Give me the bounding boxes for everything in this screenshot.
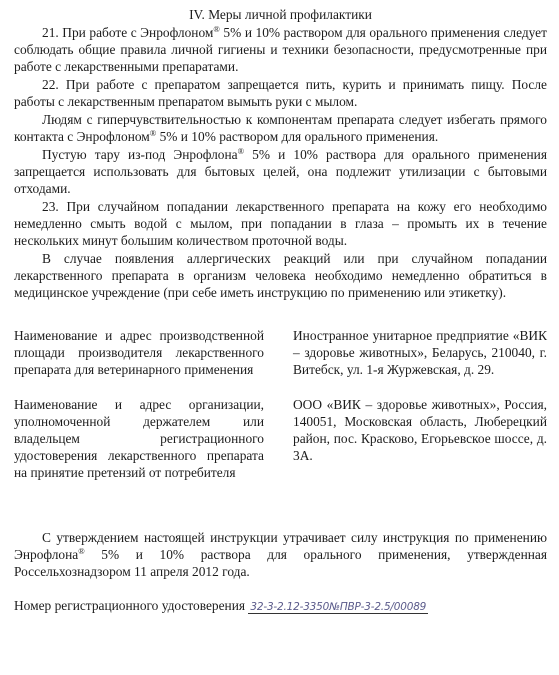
paragraph-22: 22. При работе с препаратом запрещается пить, курить и принимать пищу. После работы с лекарственным препаратом вымыть руки с мылом.: [14, 77, 547, 109]
paragraph-21: [14, 24, 547, 75]
closing-text-start: С утверждением настоящей инструкции утрачивает силу инструкция по применению Энрофлона: [14, 530, 547, 562]
registration-line: [14, 597, 547, 616]
holder-address: ООО «ВИК – здоровье животных», Россия, 140051, Московская область, Люберецкий район, пос. Красково, Егорьевское шоссе, д. 3А.: [293, 397, 547, 463]
trademark-sign: ®: [149, 128, 157, 138]
section-title: IV. Меры личной профилактики: [189, 7, 372, 22]
trademark-sign: ®: [213, 24, 220, 34]
claims-holder-block: [14, 396, 547, 481]
tare-text-start: Пустую тару из-под Энрофлона: [42, 147, 238, 162]
paragraph-empty-tare: [14, 146, 547, 197]
paragraph-hypersensitivity: [14, 111, 547, 145]
hyper-text-start: Людям с гиперчувствительностью к компонентам препарата следует избегать прямого контакта с Энрофлоном: [14, 112, 547, 144]
trademark-sign: ®: [78, 546, 85, 556]
p21-text-end: 5% и 10% раствором для орального применения следует соблюдать общие правила личной гигиены и техники безопасности, предусмотренные при работе с лекарственными препаратами.: [14, 25, 547, 74]
producer-block: [14, 327, 547, 378]
holder-label: Наименование и адрес организации, уполномоченной держателем или владельцем регистрационного удостоверения лекарственного препарата на принятие претензий от потребителя: [14, 397, 264, 480]
paragraph-23: 23. При случайном попадании лекарственного препарата на кожу его необходимо немедленно смыть водой с мылом, при попадании в глаза – промыть их в течение нескольких минут большим количеством проточной воды.: [14, 199, 547, 248]
paragraph-allergy: В случае появления аллергических реакций или при случайном попадании лекарственного препарата в организм человека необходимо немедленно обратиться в медицинское учреждение (при себе иметь инструкцию по применению или этикетку).: [14, 251, 547, 300]
producer-address: Иностранное унитарное предприятие «ВИК – здоровье животных», Беларусь, 210040, г. Витебск, ул. 1-я Журжевская, д. 29.: [293, 328, 547, 377]
trademark-sign: ®: [237, 146, 245, 156]
registration-label: Номер регистрационного удостоверения: [14, 598, 246, 613]
p21-text-start: 21. При работе с Энрофлоном: [42, 25, 214, 40]
closing-text-end: 5% и 10% раствора для орального применения, утвержденная Россельхознадзором 11 апреля 2012 года.: [14, 547, 547, 579]
paragraph-closing: [14, 529, 547, 580]
tare-text-end: 5% и 10% раствора для орального применения запрещается использовать для бытовых целей, она подлежит утилизации с бытовыми отходами.: [14, 147, 547, 196]
producer-label: Наименование и адрес производственной площади производителя лекарственного препарата для ветеринарного применения: [14, 328, 264, 377]
hyper-text-end: 5% и 10% раствором для орального применения.: [156, 129, 439, 144]
registration-number: 32-3-2.12-3350№ПВР-3-2.5/00089: [250, 601, 427, 613]
instruction-page: [14, 6, 547, 616]
